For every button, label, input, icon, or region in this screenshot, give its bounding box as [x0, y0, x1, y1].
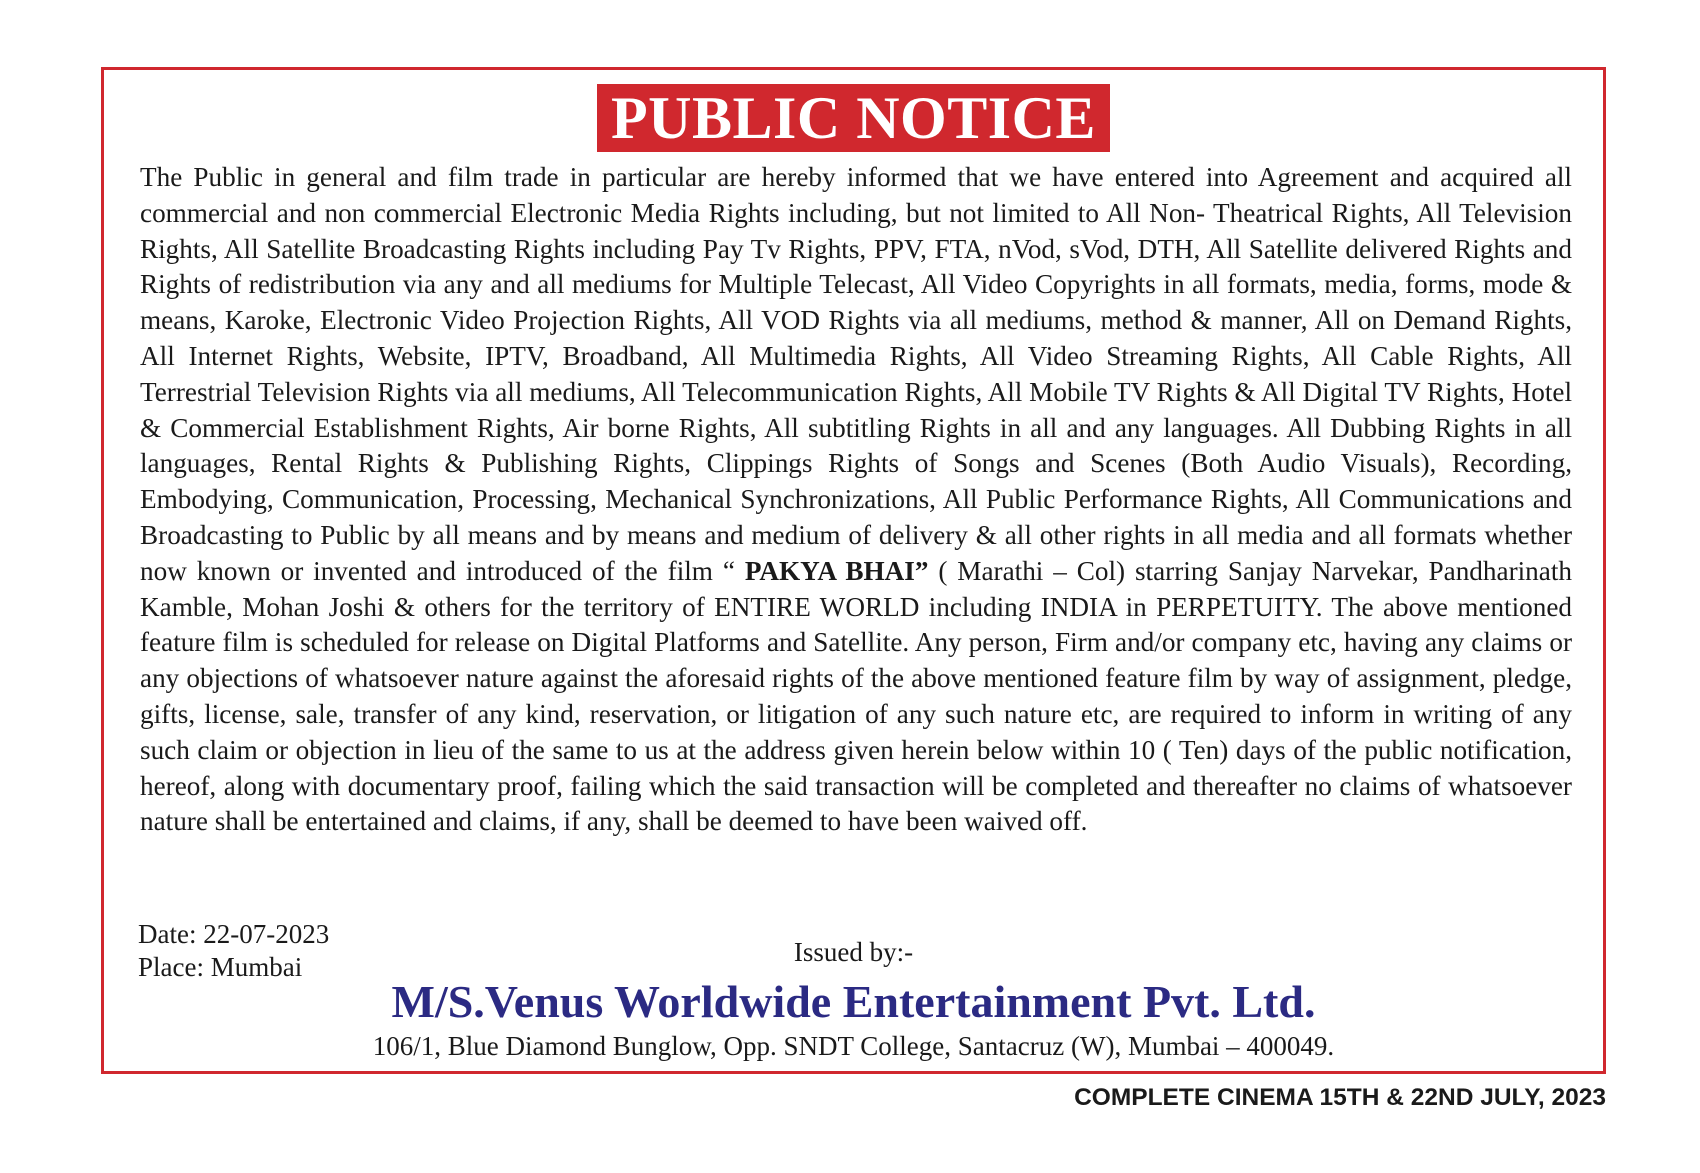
- title-banner: [104, 84, 1603, 152]
- notice-body-part-1: The Public in general and film trade in particular are hereby informed that we have entered into Agreement and acquired all commercial and non commercial Electronic Media Rights including, but not limited to All Non- Theatrical Rights, All Television Rights, All Satellite Broadcasting Rights including Pay Tv Rights, PPV, FTA, nVod, sVod, DTH, All Satellite delivered Rights and Rights of redistribution via any and all mediums for Multiple Telecast, All Video Copyrights in all formats, media, forms, mode & means, Karoke, Electronic Video Projection Rights, All VOD Rights via all mediums, method & manner, All on Demand Rights, All Internet Rights, Website, IPTV, Broadband, All Multimedia Rights, All Video Streaming Rights, All Cable Rights, All Terrestrial Television Rights via all mediums, All Telecommunication Rights, All Mobile TV Rights & All Digital TV Rights, Hotel & Commercial Establishment Rights, Air borne Rights, All subtitling Rights in all and any languages. All Dubbing Rights in all languages, Rental Rights & Publishing Rights, Clippings Rights of Songs and Scenes (Both Audio Visuals), Recording, Embodying, Communication, Processing, Mechanical Synchronizations, All Public Performance Rights, All Communications and Broadcasting to Public by all means and by means and medium of delivery & all other rights in all media and all formats whether now known or invented and introduced of the film “: [140, 162, 1572, 586]
- film-title: PAKYA BHAI”: [744, 555, 929, 586]
- notice-body: [140, 160, 1572, 840]
- issuer-company-name: M/S.Venus Worldwide Entertainment Pvt. Ltd.: [391, 976, 1316, 1027]
- publication-footer: COMPLETE CINEMA 15TH & 22ND JULY, 2023: [1074, 1084, 1606, 1111]
- issuer-address: 106/1, Blue Diamond Bunglow, Opp. SNDT College, Santacruz (W), Mumbai – 400049.: [372, 1031, 1335, 1061]
- notice-place: Place: Mumbai: [138, 952, 303, 982]
- issued-by-label: Issued by:-: [793, 937, 914, 967]
- notice-body-part-2: ( Marathi – Col) starring Sanjay Narvekar, Pandharinath Kamble, Mohan Joshi & others for the territory of ENTIRE WORLD including INDIA in PERPETUITY. The above mentioned feature film is scheduled for release on Digital Platforms and Satellite. Any person, Firm and/or company etc, having any claims or any objections of whatsoever nature against the aforesaid rights of the above mentioned feature film by way of assignment, pledge, gifts, license, sale, transfer of any kind, reservation, or litigation of any such nature etc, are required to inform in writing of any such claim or objection in lieu of the same to us at the address given herein below within 10 ( Ten) days of the public notification, hereof, along with documentary proof, failing which the said transaction will be completed and thereafter no claims of whatsoever nature shall be entertained and claims, if any, shall be deemed to have been waived off.: [140, 555, 1572, 837]
- public-notice-frame: [101, 67, 1606, 1074]
- notice-date: Date: 22-07-2023: [138, 919, 330, 949]
- notice-title: PUBLIC NOTICE: [597, 84, 1110, 152]
